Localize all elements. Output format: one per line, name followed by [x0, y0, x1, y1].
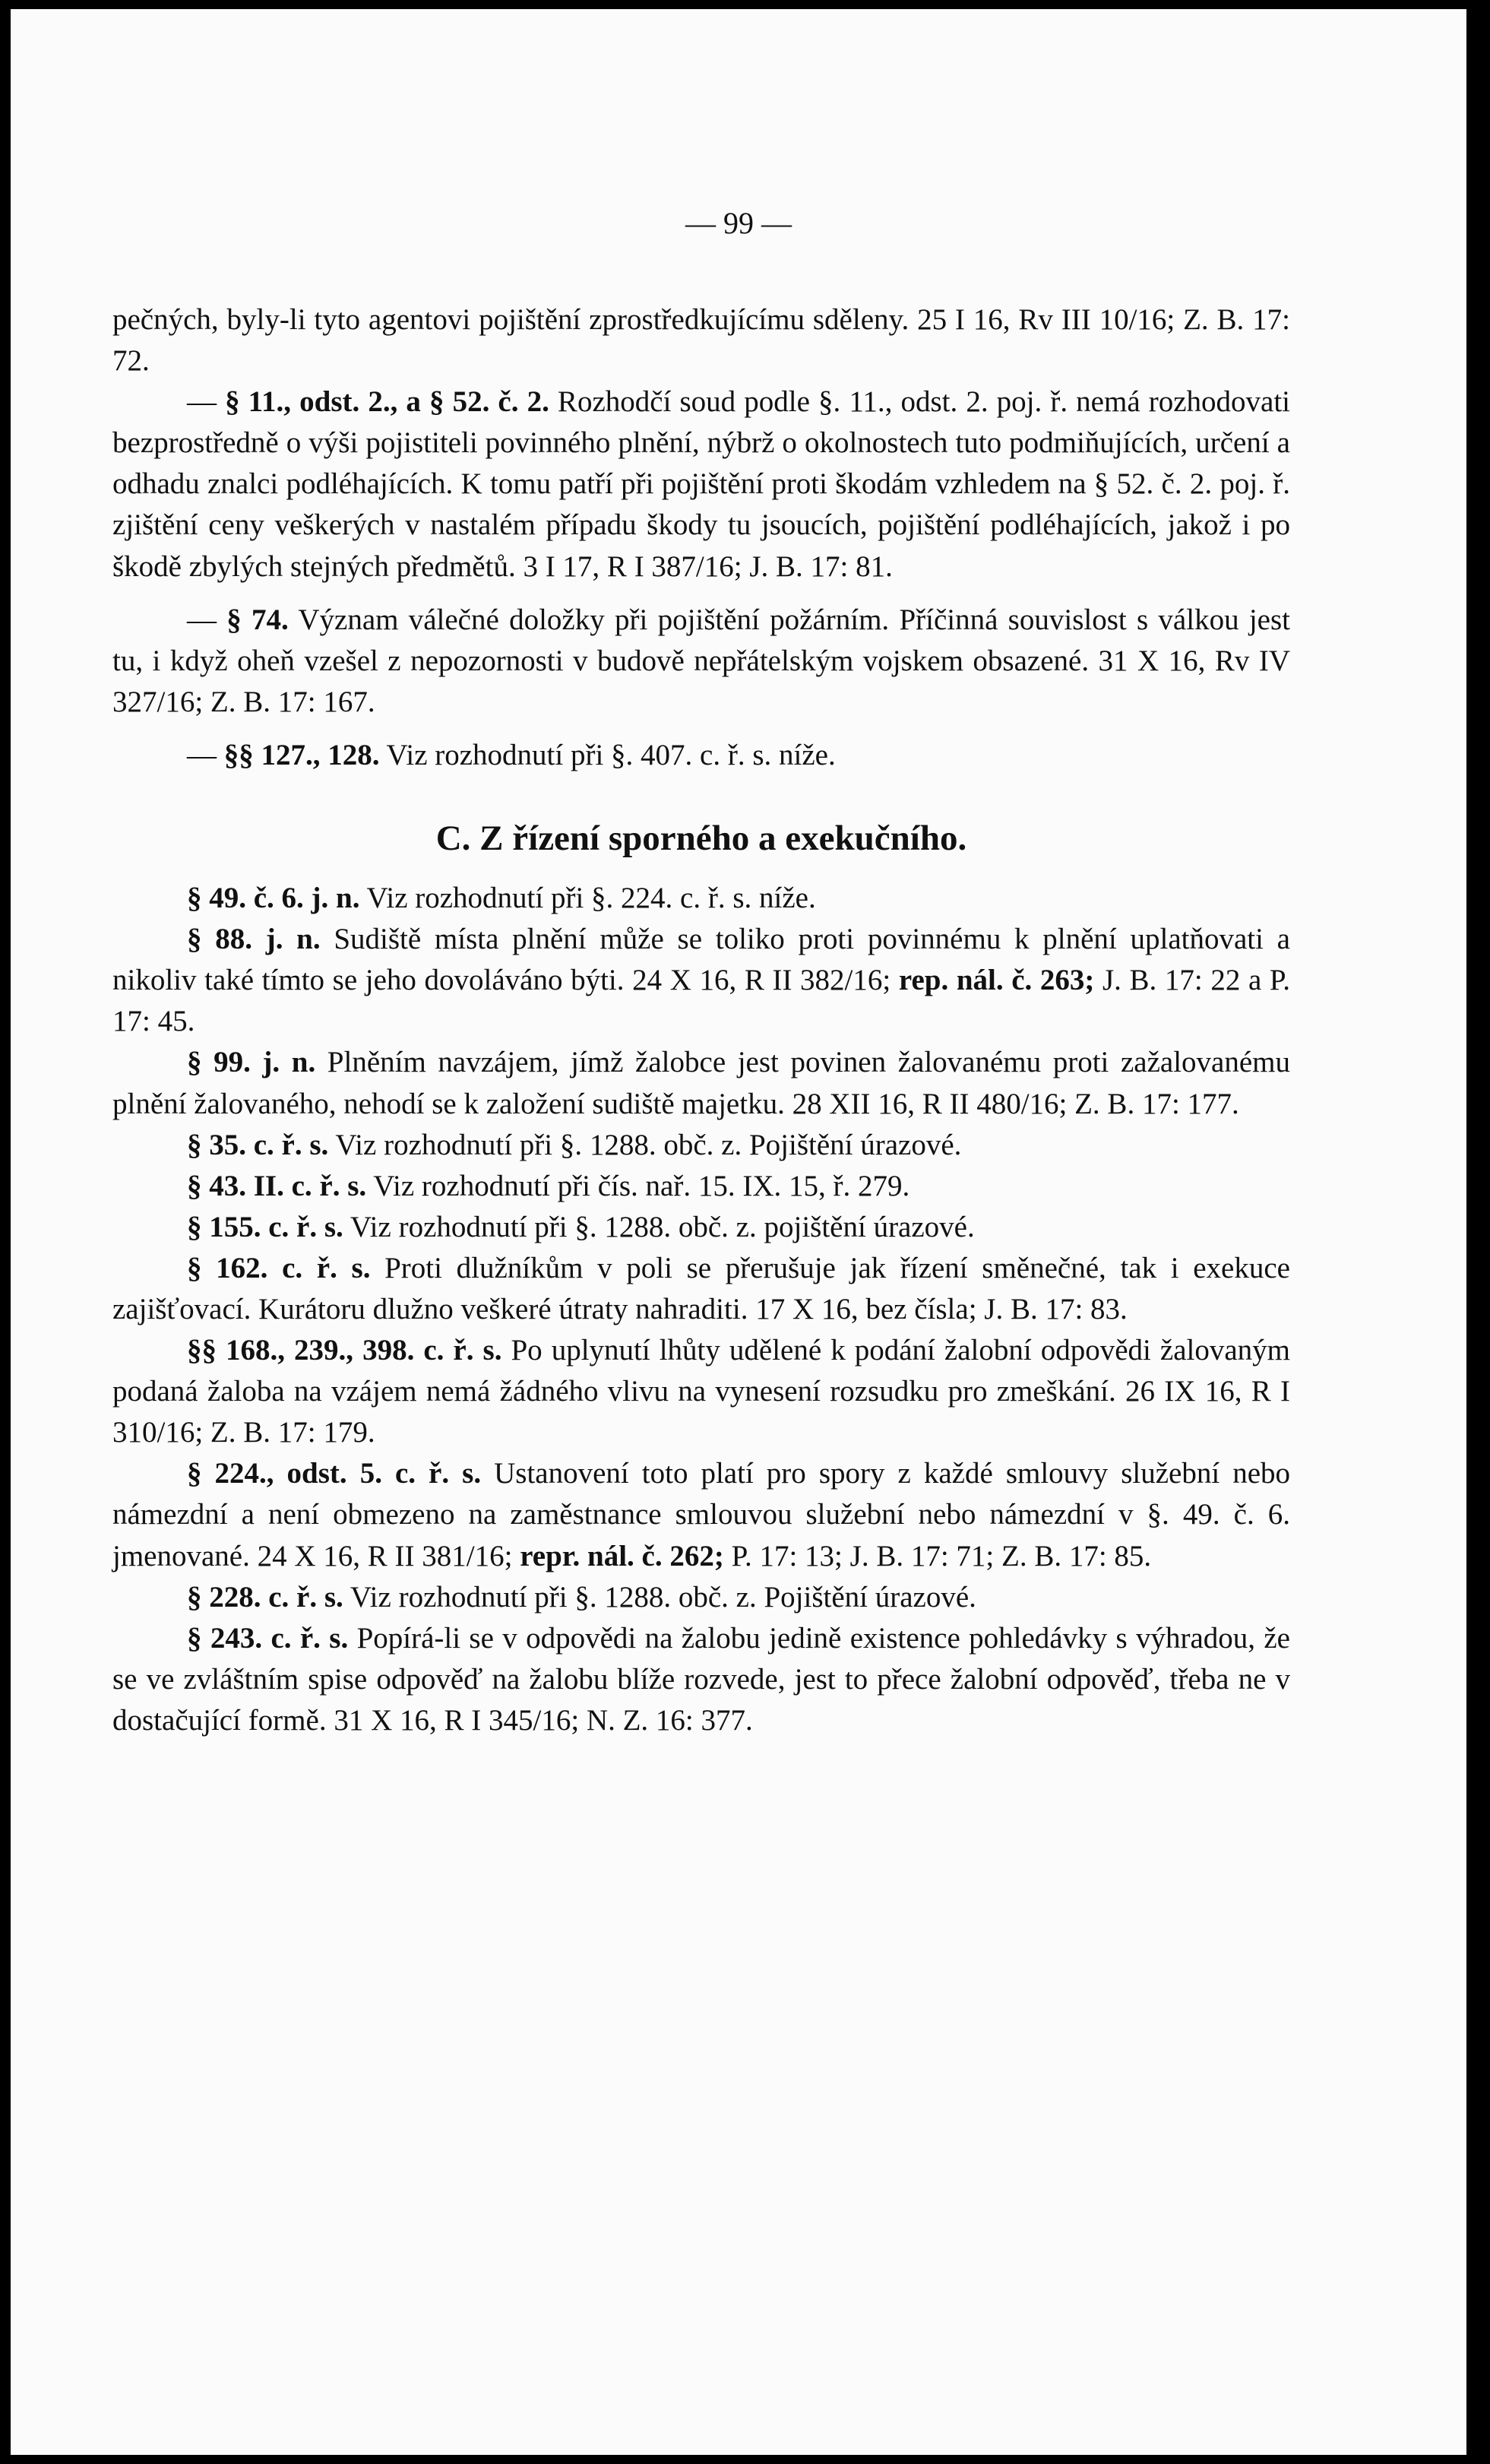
- entry-reference: § 43. II. c. ř. s.: [187, 1169, 367, 1202]
- entry-paragraph: [112, 1577, 1290, 1618]
- page-number: — 99 —: [685, 206, 792, 240]
- entry-paragraph: [112, 735, 1290, 776]
- book-page: [11, 9, 1466, 2455]
- entry-text: Viz rozhodnutí při §. 1288. obč. z. pojištění úrazové.: [343, 1210, 975, 1243]
- page-body: [112, 299, 1290, 1741]
- entry-text: Plněním navzájem, jímž žalobce jest povinen žalovanému proti zažalovanému plnění žalovaného, nehodí se k založení sudiště majetku. 28 XII 16, R II 480/16; Z. B. 17: 177.: [112, 1046, 1290, 1120]
- entry-reference-secondary: rep. nál. č. 263;: [898, 964, 1095, 997]
- entry-dash: —: [187, 385, 226, 419]
- entry-reference: § 162. c. ř. s.: [187, 1251, 371, 1284]
- entry-paragraph: [112, 1207, 1290, 1248]
- entry-text: Proti dlužníkům v poli se přerušuje jak řízení směnečné, tak i exekuce zajišťovací. Kurátoru dlužno veškeré útraty nahraditi. 17 X 16, bez čísla; J. B. 17: 83.: [112, 1251, 1290, 1325]
- entry-text-secondary: J. B. 17: 22 a P. 17: 45.: [112, 964, 1291, 1038]
- entry-dash: —: [187, 603, 227, 636]
- entry-reference-secondary: repr. nál. č. 262;: [520, 1539, 724, 1572]
- entry-reference: § 99. j. n.: [187, 1046, 316, 1079]
- entry-paragraph: [112, 382, 1290, 587]
- entry-text: Viz rozhodnutí při §. 407. c. ř. s. níže.: [379, 738, 836, 771]
- entry-reference: §§ 127., 128.: [223, 738, 380, 771]
- entry-text: Viz rozhodnutí při §. 1288. obč. z. Pojištění úrazové.: [328, 1128, 962, 1161]
- entry-reference: § 228. c. ř. s.: [187, 1580, 343, 1614]
- entry-text: Ustanovení toto platí pro spory z každé smlouvy služební nebo námezdní a není obmezeno na zaměstnance smlouvou služební nebo námezdní v §. 49. č. 6. jmenované. 24 X 16, R II 381/16;: [112, 1457, 1290, 1572]
- entry-reference: § 11., odst. 2., a § 52. č. 2.: [225, 385, 549, 419]
- entry-dash: —: [187, 738, 224, 771]
- entry-reference: §§ 168., 239., 398. c. ř. s.: [187, 1334, 502, 1367]
- entry-paragraph: [112, 1042, 1290, 1124]
- entry-reference: § 35. c. ř. s.: [187, 1128, 329, 1161]
- entry-reference: § 155. c. ř. s.: [187, 1210, 343, 1243]
- entry-reference: § 49. č. 6. j. n.: [187, 882, 360, 915]
- entry-paragraph: [112, 1125, 1290, 1166]
- entry-paragraph: [112, 1166, 1290, 1207]
- entry-reference: § 88. j. n.: [187, 923, 321, 956]
- entry-reference: § 224., odst. 5. c. ř. s.: [187, 1457, 482, 1490]
- entry-text: Viz rozhodnutí při §. 224. c. ř. s. níže.: [359, 882, 816, 915]
- entry-paragraph: [112, 1618, 1290, 1741]
- entry-text: Viz rozhodnutí při §. 1288. obč. z. Pojištění úrazové.: [343, 1580, 976, 1614]
- entry-text-secondary: P. 17: 13; J. B. 17: 71; Z. B. 17: 85.: [723, 1539, 1152, 1572]
- entry-paragraph: [112, 878, 1290, 919]
- section-heading: C. Z řízení sporného a exekučního.: [435, 819, 967, 859]
- entry-reference: § 243. c. ř. s.: [187, 1621, 349, 1655]
- entry-text: Po uplynutí lhůty udělené k podání žalobní odpovědi žalovaným podaná žaloba na vzájem nemá žádného vlivu na vynesení rozsudku pro zmeškání. 26 IX 16, R I 310/16; Z. B. 17: 179.: [112, 1334, 1290, 1449]
- entry-text: Popírá-li se v odpovědi na žalobu jedině existence pohledávky s výhradou, že se ve zvláštním spise odpověď na žalobu blíže rozvede, jest to přece žalobní odpověď, třeba ne v dostačující formě. 31 X 16, R I 345/16; N. Z. 16: 377.: [112, 1621, 1290, 1737]
- entry-paragraph: [112, 919, 1290, 1042]
- entry-text: Rozhodčí soud podle §. 11., odst. 2. poj. ř. nemá rozhodovati bezprostředně o výši pojistiteli povinného plnění, nýbrž o okolnostech tuto podmiňujících, určení a odhadu znalci podléhajících. K tomu patří při pojištění proti škodám vzhledem na § 52. č. 2. poj. ř. zjištění ceny veškerých v nastalém případu škody tu jsoucích, pojištění podléhajících, jakož i po škodě zbylých stejných předmětů. 3 I 17, R I 387/16; J. B. 17: 81.: [112, 385, 1291, 583]
- entry-reference: § 74.: [226, 603, 289, 636]
- entry-text: Viz rozhodnutí při čís. nař. 15. IX. 15, ř. 279.: [366, 1169, 910, 1202]
- continuation-paragraph: pečných, byly-li tyto agentovi pojištění zprostředkujícímu sděleny. 25 I 16, Rv III 10/16; Z. B. 17: 72.: [112, 303, 1290, 378]
- entry-text: Význam válečné doložky při pojištění požárním. Příčinná souvislost s válkou jest tu, i když oheň vzešel z nepozornosti v budově nepřátelským vojskem obsazené. 31 X 16, Rv IV 327/16; Z. B. 17: 167.: [112, 603, 1290, 718]
- entry-paragraph: [112, 1330, 1290, 1453]
- entry-paragraph: [112, 1453, 1290, 1576]
- entry-text: Sudiště místa plnění může se toliko proti povinnému k plnění uplatňovati a nikoliv také tímto se jeho dovoláváno býti. 24 X 16, R II 382/16;: [112, 923, 1290, 997]
- entry-paragraph: [112, 600, 1290, 723]
- entry-paragraph: [112, 1248, 1290, 1330]
